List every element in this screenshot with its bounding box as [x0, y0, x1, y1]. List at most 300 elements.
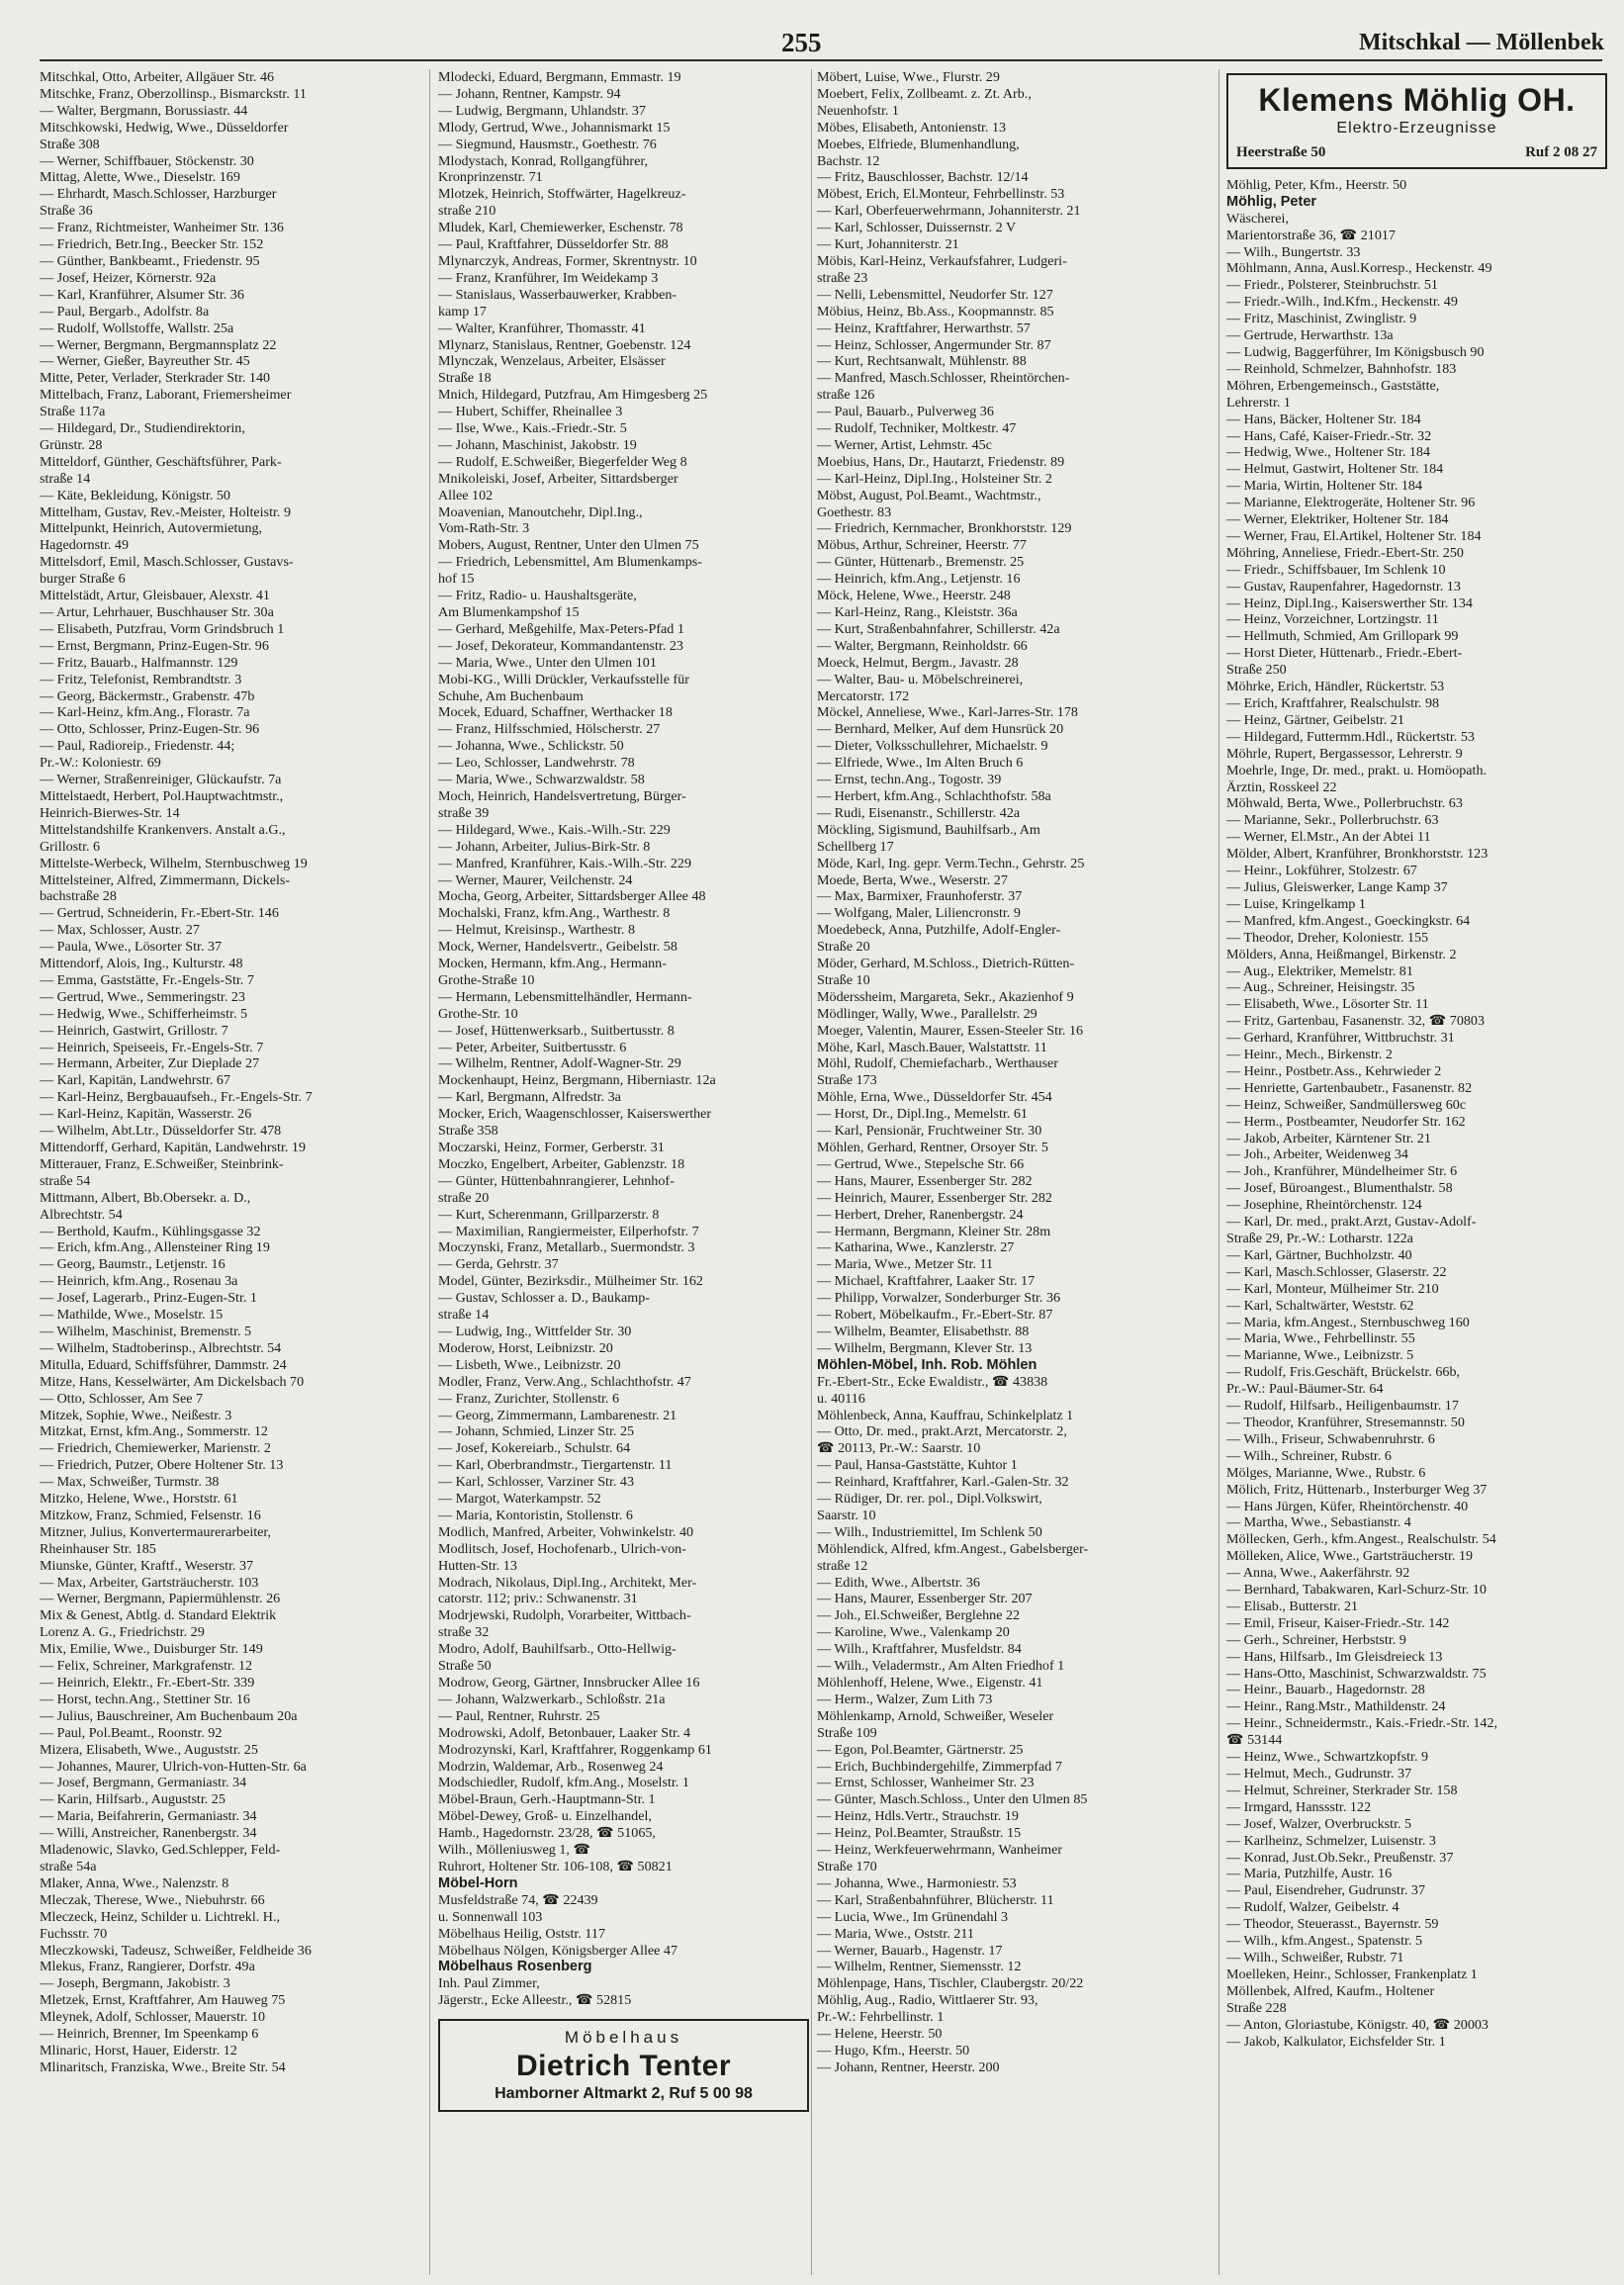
directory-entry: — Johann, Rentner, Kampstr. 94 [438, 85, 621, 102]
directory-entry: — Josef, Dekorateur, Kommandantenstr. 23 [438, 637, 683, 654]
directory-entry: Möhlenbeck, Anna, Kauffrau, Schinkelplatz 1 [817, 1407, 1074, 1423]
directory-entry: — Karl-Heinz, Dipl.Ing., Holsteiner Str. 2 [817, 470, 1052, 487]
directory-entry: Inh. Paul Zimmer, [438, 1975, 540, 1992]
directory-entry: — Werner, Bergmann, Bergmannsplatz 22 [40, 336, 277, 353]
directory-entry: — Wilh., Schreiner, Rubstr. 6 [1226, 1447, 1392, 1464]
directory-entry: — Horst, techn.Ang., Stettiner Str. 16 [40, 1691, 250, 1707]
directory-entry: Schuhe, Am Buchenbaum [438, 687, 584, 704]
directory-entry: Mochalski, Franz, kfm.Ang., Warthestr. 8 [438, 905, 671, 922]
directory-entry: — Paul, Hansa-Gaststätte, Kuhtor 1 [817, 1457, 1018, 1474]
directory-entry: — Friedrich, Putzer, Obere Holtener Str. 13 [40, 1457, 284, 1474]
directory-entry: Mittendorf, Alois, Ing., Kulturstr. 48 [40, 956, 243, 972]
directory-entry: — Heinr., Mech., Birkenstr. 2 [1226, 1047, 1393, 1063]
directory-entry: — Werner, Straßenreiniger, Glückaufstr. 7a [40, 772, 282, 788]
page-header [0, 0, 1624, 61]
directory-entry: — Heinz, Schweißer, Sandmüllersweg 60c [1226, 1096, 1467, 1113]
directory-entry: Rheinhauser Str. 185 [40, 1540, 156, 1557]
header-rule [40, 59, 1602, 61]
directory-entry: — Bernhard, Melker, Auf dem Hunsrück 20 [817, 721, 1064, 738]
directory-entry: Möhrle, Rupert, Bergassessor, Lehrerstr. 9 [1226, 745, 1463, 762]
directory-entry: — Mathilde, Wwe., Moselstr. 15 [40, 1307, 224, 1324]
directory-entry: Vom-Rath-Str. 3 [438, 520, 530, 537]
directory-entry: — Hans, Café, Kaiser-Friedr.-Str. 32 [1226, 427, 1432, 444]
directory-entry: — Manfred, Masch.Schlosser, Rheintörchen- [817, 370, 1070, 387]
directory-entry: Möhlen, Gerhard, Rentner, Orsoyer Str. 5 [817, 1140, 1048, 1155]
directory-entry: u. Sonnenwall 103 [438, 1908, 543, 1925]
directory-entry: — Karl, Kapitän, Landwehrstr. 67 [40, 1072, 230, 1089]
directory-entry: — Aug., Schreiner, Heisingstr. 35 [1226, 979, 1415, 996]
directory-entry: Modrow, Georg, Gärtner, Innsbrucker Allee 16 [438, 1675, 700, 1691]
directory-entry: Mleczeck, Heinz, Schilder u. Lichtrekl. H., [40, 1908, 281, 1925]
directory-entry: — Heinr., Rang.Mstr., Mathildenstr. 24 [1226, 1698, 1446, 1715]
directory-entry: — Heinrich, Elektr., Fr.-Ebert-Str. 339 [40, 1675, 255, 1691]
directory-entry: — Gertrud, Wwe., Semmeringstr. 23 [40, 988, 245, 1005]
directory-entry: — Heinz, Kraftfahrer, Herwarthstr. 57 [817, 320, 1031, 336]
directory-entry: Mitzek, Sophie, Wwe., Neißestr. 3 [40, 1407, 232, 1423]
directory-entry: Mitzner, Julius, Konvertermaurerarbeiter, [40, 1523, 272, 1540]
directory-entry: — Friedrich, Betr.Ing., Beecker Str. 152 [40, 236, 264, 253]
directory-entry: Modlich, Manfred, Arbeiter, Vohwinkelstr. 40 [438, 1523, 694, 1540]
directory-entry: — Max, Schlosser, Austr. 27 [40, 922, 200, 939]
directory-entry: — Franz, Hilfsschmied, Hölscherstr. 27 [438, 721, 661, 738]
directory-entry: — Gerhard, Kranführer, Wittbruchstr. 31 [1226, 1030, 1455, 1047]
column-4 [1226, 69, 1607, 2275]
directory-entry: Möhrke, Erich, Händler, Rückertstr. 53 [1226, 679, 1445, 695]
directory-entry: Mlodystach, Konrad, Rollgangführer, [438, 152, 648, 169]
directory-entry: — Aug., Elektriker, Memelstr. 81 [1226, 962, 1413, 979]
directory-entry: — Wilhelm, Bergmann, Klever Str. 13 [817, 1339, 1033, 1356]
directory-entry: Mobi-KG., Willi Drückler, Verkaufsstelle für [438, 671, 689, 687]
directory-entry: — Edith, Wwe., Albertstr. 36 [817, 1574, 980, 1591]
ad-tenter-kicker: Möbelhaus [564, 2028, 683, 2048]
directory-entry: Grünstr. 28 [40, 436, 103, 453]
directory-entry: Möderssheim, Margareta, Sekr., Akazienhof 9 [817, 988, 1074, 1005]
directory-entry: Mlody, Gertrud, Wwe., Johannismarkt 15 [438, 119, 671, 136]
directory-entry: — Günter, Masch.Schloss., Unter den Ulmen 85 [817, 1791, 1088, 1808]
directory-entry: — Leo, Schlosser, Landwehrstr. 78 [438, 755, 635, 772]
directory-entry: Möhren, Erbengemeinsch., Gaststätte, [1226, 377, 1440, 394]
ad-moehlig-contact [1236, 144, 1597, 161]
directory-entry: — Manfred, kfm.Angest., Goeckingkstr. 64 [1226, 912, 1471, 929]
directory-entry: Mix, Emilie, Wwe., Duisburger Str. 149 [40, 1641, 263, 1658]
directory-entry: Möhe, Karl, Masch.Bauer, Walstattstr. 11 [817, 1039, 1047, 1055]
directory-entry: — Joh., Kranführer, Mündelheimer Str. 6 [1226, 1163, 1458, 1180]
directory-entry: — Karl, Kranführer, Alsumer Str. 36 [40, 286, 244, 303]
directory-entry: Mitze, Hans, Kesselwärter, Am Dickelsbach 70 [40, 1373, 305, 1390]
directory-entry: — Gertrude, Herwarthstr. 13a [1226, 327, 1394, 344]
directory-entry: — Wilhelm, Rentner, Adolf-Wagner-Str. 29 [438, 1055, 681, 1072]
directory-entry: — Werner, Frau, El.Artikel, Holtener Str. 184 [1226, 527, 1482, 544]
directory-entry: — Rüdiger, Dr. rer. pol., Dipl.Volkswirt, [817, 1491, 1042, 1508]
directory-entry: — Heinrich, Speiseeis, Fr.-Engels-Str. 7 [40, 1039, 264, 1055]
directory-entry: — Heinr., Lokführer, Stolzestr. 67 [1226, 863, 1417, 879]
directory-entry: — Fritz, Bauarb., Halfmannstr. 129 [40, 654, 238, 671]
directory-entry: Mlotzek, Heinrich, Stoffwärter, Hagelkreuz- [438, 186, 686, 203]
directory-entry: — Gerda, Gehrstr. 37 [438, 1256, 559, 1273]
column-1 [40, 69, 420, 2275]
directory-entry: Kronprinzenstr. 71 [438, 169, 543, 186]
directory-entry: Goethestr. 83 [817, 503, 892, 520]
directory-entry: Moebert, Felix, Zollbeamt. z. Zt. Arb., [817, 85, 1032, 102]
directory-entry: Möhlmann, Anna, Ausl.Korresp., Heckenstr. 49 [1226, 260, 1492, 277]
directory-entry: — Lucia, Wwe., Im Grünendahl 3 [817, 1908, 1009, 1925]
directory-entry: Grillostr. 6 [40, 838, 101, 855]
directory-entry: Mitschkowski, Hedwig, Wwe., Düsseldorfer [40, 119, 289, 136]
directory-entry: — Wilhelm, Beamter, Elisabethstr. 88 [817, 1323, 1030, 1339]
directory-entry: — Hans, Bäcker, Holtener Str. 184 [1226, 411, 1421, 427]
directory-entry: kamp 17 [438, 303, 487, 320]
directory-entry: Straße 170 [817, 1858, 877, 1874]
directory-entry: — Elisab., Butterstr. 21 [1226, 1598, 1359, 1614]
directory-entry: — Hans, Maurer, Essenberger Str. 207 [817, 1591, 1033, 1607]
directory-entry: — Franz, Kranführer, Im Weidekamp 3 [438, 269, 659, 286]
directory-entry: Moede, Berta, Wwe., Weserstr. 27 [817, 871, 1008, 888]
directory-entry: Mittelpunkt, Heinrich, Autovermietung, [40, 520, 263, 537]
directory-entry: — Josef, Lagerarb., Prinz-Eugen-Str. 1 [40, 1290, 257, 1307]
directory-entry: Hagedornstr. 49 [40, 537, 130, 554]
directory-entry: — Julius, Bauschreiner, Am Buchenbaum 20a [40, 1707, 298, 1724]
advertisement-tenter [438, 2019, 809, 2112]
directory-entry: — Elisabeth, Putzfrau, Vorm Grindsbruch 1 [40, 620, 285, 637]
directory-entry: Modrzin, Waldemar, Arb., Rosenweg 24 [438, 1758, 664, 1775]
directory-entry: — Johanna, Wwe., Harmoniestr. 53 [817, 1874, 1017, 1891]
directory-entry: Bachstr. 12 [817, 152, 880, 169]
directory-entry: — Wilhelm, Stadtoberinsp., Albrechtstr. 54 [40, 1339, 282, 1356]
directory-entry: — Heinrich, kfm.Ang., Rosenau 3a [40, 1273, 238, 1290]
directory-entry: — Paul, Bauarb., Pulverweg 36 [817, 404, 994, 420]
directory-entry: — Nelli, Lebensmittel, Neudorfer Str. 127 [817, 286, 1053, 303]
directory-entry: Möde, Karl, Ing. gepr. Verm.Techn., Gehrstr. 25 [817, 855, 1085, 871]
directory-entry: — Johann, Maschinist, Jakobstr. 19 [438, 436, 637, 453]
directory-entry: — Gerhard, Meßgehilfe, Max-Peters-Pfad 1 [438, 620, 684, 637]
directory-entry: Marientorstraße 36, ☎ 21017 [1226, 227, 1396, 243]
directory-entry: Hutten-Str. 13 [438, 1557, 517, 1574]
directory-entry: Möllecken, Gerh., kfm.Angest., Realschulstr. 54 [1226, 1531, 1496, 1548]
directory-entry: Albrechtstr. 54 [40, 1206, 123, 1223]
directory-entry: — Paul, Bergarb., Adolfstr. 8a [40, 303, 210, 320]
directory-entry: — Johann, Schmied, Linzer Str. 25 [438, 1423, 635, 1440]
directory-entry: Straße 29, Pr.-W.: Lotharstr. 122a [1226, 1231, 1413, 1246]
directory-entry: Straße 109 [817, 1724, 877, 1741]
directory-entry: — Werner, Maurer, Veilchenstr. 24 [438, 871, 633, 888]
directory-entry: Mittelste-Werbeck, Wilhelm, Sternbuschweg 19 [40, 855, 308, 871]
directory-entry: Jägerstr., Ecke Alleestr., ☎ 52815 [438, 1992, 632, 2009]
directory-entry: — Ernst, techn.Ang., Togostr. 39 [817, 772, 1002, 788]
directory-entry: Mittelstädt, Artur, Gleisbauer, Alexstr. 41 [40, 588, 270, 604]
directory-entry: — Rudi, Eisenanstr., Schillerstr. 42a [817, 804, 1021, 821]
directory-entry: Möck, Helene, Wwe., Heerstr. 248 [817, 588, 1011, 604]
directory-entry: catorstr. 112; priv.: Schwanenstr. 31 [438, 1591, 638, 1607]
directory-entry: — Wilh., Friseur, Schwabenruhrstr. 6 [1226, 1430, 1435, 1447]
directory-entry: — Johanna, Wwe., Schlickstr. 50 [438, 738, 624, 755]
directory-entry: — Günter, Hüttenarb., Bremenstr. 25 [817, 554, 1025, 571]
directory-entry: Möhwald, Berta, Wwe., Pollerbruchstr. 63 [1226, 795, 1463, 812]
directory-entry: — Fritz, Telefonist, Rembrandtstr. 3 [40, 671, 242, 687]
directory-entry: — Hugo, Kfm., Heerstr. 50 [817, 2042, 970, 2058]
directory-entry: — Emma, Gaststätte, Fr.-Engels-Str. 7 [40, 971, 254, 988]
directory-entry: Mlodecki, Eduard, Bergmann, Emmastr. 19 [438, 69, 681, 85]
directory-entry: Straße 308 [40, 136, 100, 152]
directory-entry: Lehrerstr. 1 [1226, 394, 1291, 411]
directory-entry: — Herbert, kfm.Ang., Schlachthofstr. 58a [817, 787, 1051, 804]
directory-entry: Musfeldstraße 74, ☎ 22439 [438, 1891, 598, 1908]
column-2 [438, 69, 809, 2275]
directory-entry: Möhlenkamp, Arnold, Schweißer, Weseler [817, 1707, 1054, 1724]
directory-entry: — Josef, Kokereiarb., Schulstr. 64 [438, 1440, 631, 1457]
ad-moehlig-phone: Ruf 2 08 27 [1525, 144, 1597, 160]
directory-entry: — Karl, Schlosser, Varziner Str. 43 [438, 1474, 635, 1491]
directory-entry: Modro, Adolf, Bauhilfsarb., Otto-Hellwig- [438, 1641, 677, 1658]
directory-entry: — Werner, Schiffbauer, Stöckenstr. 30 [40, 152, 254, 169]
directory-entry: Straße 18 [438, 370, 492, 387]
directory-entry: Möbius, Heinz, Bb.Ass., Koopmannstr. 85 [817, 303, 1054, 320]
directory-entry: Saarstr. 10 [817, 1507, 876, 1523]
directory-entry: — Hermann, Bergmann, Kleiner Str. 28m [817, 1223, 1051, 1239]
directory-entry: — Josephine, Rheintörchenstr. 124 [1226, 1197, 1422, 1214]
directory-entry: burger Straße 6 [40, 571, 126, 588]
directory-entry: Moehrle, Inge, Dr. med., prakt. u. Homöopath. [1226, 762, 1488, 778]
ad-moehlig-address: Heerstraße 50 [1236, 144, 1326, 160]
directory-entry: — Werner, Elektriker, Holtener Str. 184 [1226, 511, 1449, 528]
directory-entry: Möhlig, Aug., Radio, Wittlaerer Str. 93, [817, 1992, 1038, 2009]
directory-entry: — Hans, Hilfsarb., Im Gleisdreieck 13 [1226, 1648, 1443, 1665]
directory-entry: — Marianne, Sekr., Pollerbruchstr. 63 [1226, 812, 1439, 829]
directory-entry: — Rudolf, Hilfsarb., Heiligenbaumstr. 17 [1226, 1398, 1459, 1415]
directory-entry: Möbel-Braun, Gerh.-Hauptmann-Str. 1 [438, 1791, 656, 1808]
directory-entry: — Bernhard, Tabakwaren, Karl-Schurz-Str. 10 [1226, 1582, 1487, 1599]
directory-entry: Lorenz A. G., Friedrichstr. 29 [40, 1624, 205, 1641]
directory-entry: — Rudolf, Walzer, Geibelstr. 4 [1226, 1899, 1399, 1916]
directory-entry: — Walter, Bergmann, Borussiastr. 44 [40, 102, 248, 119]
directory-entry: Moczarski, Heinz, Former, Gerberstr. 31 [438, 1140, 665, 1155]
directory-entry: — Karin, Hilfsarb., Auguststr. 25 [40, 1791, 226, 1808]
directory-entry: — Karl, Monteur, Mülheimer Str. 210 [1226, 1280, 1439, 1297]
directory-entry: Mittelstandshilfe Krankenvers. Anstalt a.G., [40, 821, 286, 838]
directory-entry: — Karlheinz, Schmelzer, Luisenstr. 3 [1226, 1832, 1436, 1849]
directory-entry: — Felix, Schreiner, Markgrafenstr. 12 [40, 1658, 253, 1675]
directory-entry: Am Blumenkampshof 15 [438, 604, 580, 620]
directory-entry: — Dieter, Volksschullehrer, Michaelstr. 9 [817, 738, 1048, 755]
directory-entry: — Werner, Gießer, Bayreuther Str. 45 [40, 353, 250, 370]
directory-entry: — Theodor, Kranführer, Stresemannstr. 50 [1226, 1414, 1465, 1430]
directory-entry: Mludek, Karl, Chemiewerker, Eschenstr. 78 [438, 220, 683, 236]
directory-entry: — Hildegard, Futtermm.Hdl., Rückertstr. 53 [1226, 728, 1475, 745]
directory-entry: — Max, Barmixer, Fraunhoferstr. 37 [817, 888, 1023, 905]
directory-entry: — Karl, Pensionär, Fruchtweiner Str. 30 [817, 1123, 1042, 1140]
directory-entry: — Karl-Heinz, Kapitän, Wasserstr. 26 [40, 1106, 252, 1123]
directory-entry: Mitte, Peter, Verlader, Sterkrader Str. 140 [40, 370, 271, 387]
directory-entry: Möckling, Sigismund, Bauhilfsarb., Am [817, 821, 1040, 838]
directory-entry: Möbis, Karl-Heinz, Verkaufsfahrer, Ludgeri- [817, 252, 1067, 269]
directory-entry: Model, Günter, Bezirksdir., Mülheimer Str. 162 [438, 1273, 703, 1290]
directory-entry: straße 39 [438, 804, 490, 821]
directory-entry: — Herm., Postbeamter, Neudorfer Str. 162 [1226, 1113, 1466, 1130]
directory-entry: Mlaker, Anna, Wwe., Nalenzstr. 8 [40, 1874, 229, 1891]
directory-entry: — Johann, Walzwerkarb., Schloßstr. 21a [438, 1691, 666, 1707]
directory-entry: — Reinhold, Schmelzer, Bahnhofstr. 183 [1226, 360, 1457, 377]
directory-entry: — Joseph, Bergmann, Jakobistr. 3 [40, 1975, 230, 1992]
directory-entry: Möhlenhoff, Helene, Wwe., Eigenstr. 41 [817, 1675, 1043, 1691]
directory-entry: Mitteldorf, Günther, Geschäftsführer, Park- [40, 453, 282, 470]
directory-entry: — Josef, Bergmann, Germaniastr. 34 [40, 1775, 247, 1791]
directory-entry: Möhl, Rudolf, Chemiefacharb., Werthauser [817, 1055, 1059, 1072]
directory-entry: Möbst, August, Pol.Beamt., Wachtmstr., [817, 487, 1041, 503]
directory-entry: — Kurt, Johanniterstr. 21 [817, 236, 959, 253]
directory-entry: — Maria, Beifahrerin, Germaniastr. 34 [40, 1808, 257, 1825]
directory-entry: — Wilh., Schweißer, Rubstr. 71 [1226, 1949, 1404, 1965]
directory-entry: — Josef, Walzer, Overbruckstr. 5 [1226, 1815, 1412, 1832]
directory-entry: — Ernst, Schlosser, Wanheimer Str. 23 [817, 1775, 1035, 1791]
directory-entry: Mleczkowski, Tadeusz, Schweißer, Feldheide 36 [40, 1942, 312, 1959]
directory-entry: — Maria, Wwe., Oststr. 211 [817, 1925, 974, 1942]
directory-entry: — Helmut, Kreisinsp., Warthestr. 8 [438, 922, 636, 939]
directory-entry: Mock, Werner, Handelsvertr., Geibelstr. 58 [438, 939, 677, 956]
directory-entry: — Joh., Arbeiter, Weidenweg 34 [1226, 1146, 1408, 1163]
directory-entry: — Gustav, Schlosser a. D., Baukamp- [438, 1290, 650, 1307]
directory-entry: Möhle, Erna, Wwe., Düsseldorfer Str. 454 [817, 1089, 1052, 1106]
directory-entry: — Marianne, Wwe., Leibnizstr. 5 [1226, 1347, 1414, 1364]
directory-entry: — Heinz, Werkfeuerwehrmann, Wanheimer [817, 1842, 1063, 1859]
directory-entry: Grothe-Str. 10 [438, 1005, 518, 1022]
directory-entry: Straße 117a [40, 404, 106, 420]
directory-entry: Ärztin, Rosskeel 22 [1226, 778, 1337, 795]
directory-entry: — Gustav, Raupenfahrer, Hagedornstr. 13 [1226, 578, 1461, 594]
directory-entry: — Wilhelm, Abt.Ltr., Düsseldorfer Str. 478 [40, 1123, 282, 1140]
directory-entry: Mercatorstr. 172 [817, 687, 910, 704]
directory-entry: Möbelhaus Heilig, Oststr. 117 [438, 1925, 605, 1942]
directory-entry: Pr.-W.: Paul-Bäumer-Str. 64 [1226, 1381, 1384, 1398]
directory-entry: Mitschkal, Otto, Arbeiter, Allgäuer Str. 46 [40, 69, 275, 85]
directory-entry: Mlynarz, Stanislaus, Rentner, Goebenstr. 124 [438, 336, 691, 353]
directory-entry: Mödlinger, Wally, Wwe., Parallelstr. 29 [817, 1005, 1038, 1022]
directory-entry: Mittag, Alette, Wwe., Dieselstr. 169 [40, 169, 240, 186]
directory-entry: — Karl-Heinz, Bergbauaufseh., Fr.-Engels-Str. 7 [40, 1089, 313, 1106]
directory-entry: — Karl, Straßenbahnführer, Blücherstr. 11 [817, 1891, 1054, 1908]
directory-entry: — Heinrich, Brenner, Im Speenkamp 6 [40, 2026, 259, 2043]
directory-entry: Mittendorff, Gerhard, Kapitän, Landwehrstr. 19 [40, 1140, 307, 1155]
directory-entry: Mocken, Hermann, kfm.Ang., Hermann- [438, 956, 667, 972]
directory-entry: — Hubert, Schiffer, Rheinallee 3 [438, 404, 623, 420]
directory-entry: Mlynarczyk, Andreas, Former, Skrentnystr. 10 [438, 252, 697, 269]
directory-entry: — Egon, Pol.Beamter, Gärtnerstr. 25 [817, 1741, 1024, 1758]
directory-entry: — Walter, Bergmann, Reinholdstr. 66 [817, 637, 1028, 654]
directory-entry: — Franz, Zurichter, Stollenstr. 6 [438, 1390, 620, 1407]
directory-entry: — Kurt, Straßenbahnfahrer, Schillerstr. 42a [817, 620, 1060, 637]
directory-entry: Möhlendick, Alfred, kfm.Angest., Gabelsberger- [817, 1540, 1089, 1557]
directory-entry: Möbes, Elisabeth, Antonienstr. 13 [817, 119, 1007, 136]
directory-entry: Miunske, Günter, Kraftf., Weserstr. 37 [40, 1557, 254, 1574]
directory-entry: — Maria, Kontoristin, Stollenstr. 6 [438, 1507, 633, 1523]
directory-entry: — Erich, Buchbindergehilfe, Zimmerpfad 7 [817, 1758, 1062, 1775]
directory-entry: — Wolfgang, Maler, Liliencronstr. 9 [817, 905, 1021, 922]
directory-entry: Möhlenpage, Hans, Tischler, Claubergstr. 20/22 [817, 1975, 1084, 1992]
directory-entry: — Otto, Schlosser, Am See 7 [40, 1390, 204, 1407]
directory-entry: — Willi, Anstreicher, Ranenbergstr. 34 [40, 1825, 257, 1842]
directory-entry: — Friedr.-Wilh., Ind.Kfm., Heckenstr. 49 [1226, 294, 1458, 311]
column-4-entries [1226, 177, 1607, 2051]
directory-entry: Mobers, August, Rentner, Unter den Ulmen 75 [438, 537, 699, 554]
directory-entry: straße 14 [438, 1307, 490, 1324]
directory-entry: — Julius, Gleiswerker, Lange Kamp 37 [1226, 878, 1448, 895]
directory-entry: — Maria, Wirtin, Holtener Str. 184 [1226, 478, 1423, 495]
directory-entry: Moeger, Valentin, Maurer, Essen-Steeler Str. 16 [817, 1022, 1084, 1039]
directory-entry: — Günther, Bankbeamt., Friedenstr. 95 [40, 252, 260, 269]
directory-entry: — Henriette, Gartenbaubetr., Fasanenstr. 82 [1226, 1079, 1473, 1096]
directory-entry: straße 12 [817, 1557, 868, 1574]
directory-entry: Straße 36 [40, 203, 93, 220]
directory-entry: Möbert, Luise, Wwe., Flurstr. 29 [817, 69, 1000, 85]
directory-entry: — Karoline, Wwe., Valenkamp 20 [817, 1624, 1010, 1641]
directory-entry: — Maria, Wwe., Schwarzwaldstr. 58 [438, 772, 645, 788]
directory-entry: — Wilh., Industriemittel, Im Schlenk 50 [817, 1523, 1042, 1540]
directory-entry: — Heinr., Postbetr.Ass., Kehrwieder 2 [1226, 1062, 1442, 1079]
directory-entry: — Hedwig, Wwe., Holtener Str. 184 [1226, 444, 1431, 461]
column-3 [817, 69, 1213, 2275]
directory-entry: — Hildegard, Dr., Studiendirektorin, [40, 420, 245, 437]
directory-entry: — Hans-Otto, Maschinist, Schwarzwaldstr. 75 [1226, 1665, 1487, 1682]
directory-entry: — Paul, Kraftfahrer, Düsseldorfer Str. 88 [438, 236, 669, 253]
directory-entry: — Ludwig, Ing., Wittfelder Str. 30 [438, 1323, 632, 1339]
directory-entry: Mölich, Fritz, Hüttenarb., Insterburger Weg 37 [1226, 1481, 1488, 1498]
directory-entry: Heinrich-Bierwes-Str. 14 [40, 804, 180, 821]
directory-entry: — Georg, Bäckermstr., Grabenstr. 47b [40, 687, 255, 704]
directory-entry: Möbel-Horn [438, 1874, 518, 1891]
directory-entry: — Karl, Dr. med., prakt.Arzt, Gustav-Adolf- [1226, 1214, 1477, 1231]
directory-entry: — Ludwig, Baggerführer, Im Königsbusch 90 [1226, 343, 1485, 360]
directory-entry: — Wilhelm, Rentner, Siemensstr. 12 [817, 1959, 1022, 1975]
directory-entry: — Wilh., Bungertstr. 33 [1226, 243, 1361, 260]
directory-entry: — Horst Dieter, Hüttenarb., Friedr.-Ebert- [1226, 645, 1463, 662]
directory-entry: — Erich, Kraftfahrer, Realschulstr. 98 [1226, 695, 1440, 711]
directory-entry: Mitterauer, Franz, E.Schweißer, Steinbrink- [40, 1155, 284, 1172]
directory-entry: Schellberg 17 [817, 838, 894, 855]
directory-entry: — Fritz, Bauschlosser, Bachstr. 12/14 [817, 169, 1029, 186]
directory-entry: — Heinz, Schlosser, Angermunder Str. 87 [817, 336, 1051, 353]
directory-entry: straße 20 [438, 1189, 490, 1206]
column-divider [429, 69, 430, 2275]
directory-entry: Möllenbek, Alfred, Kaufm., Holtener [1226, 1982, 1435, 1999]
directory-entry: — Walter, Bau- u. Möbelschreinerei, [817, 671, 1024, 687]
ad-moehlig-subtitle: Elektro-Erzeugnisse [1336, 120, 1497, 137]
ad-tenter-title: Dietrich Tenter [516, 2050, 731, 2083]
directory-entry: — Philipp, Vorwalzer, Sonderburger Str. 36 [817, 1290, 1061, 1307]
directory-entry: Hamb., Hagedornstr. 23/28, ☎ 51065, [438, 1825, 656, 1842]
directory-entry: Mlekus, Franz, Rangierer, Dorfstr. 49a [40, 1959, 255, 1975]
directory-entry: Straße 250 [1226, 662, 1287, 679]
directory-entry: — Paul, Eisendreher, Gudrunstr. 37 [1226, 1882, 1426, 1899]
directory-entry: hof 15 [438, 571, 475, 588]
page-number: 255 [781, 28, 822, 57]
directory-entry: — Ernst, Bergmann, Prinz-Eugen-Str. 96 [40, 637, 269, 654]
directory-entry: — Wilhelm, Maschinist, Bremenstr. 5 [40, 1323, 252, 1339]
directory-entry: — Elfriede, Wwe., Im Alten Bruch 6 [817, 755, 1024, 772]
directory-entry: Möckel, Anneliese, Wwe., Karl-Jarres-Str. 178 [817, 704, 1078, 721]
directory-entry: Mitzko, Helene, Wwe., Horststr. 61 [40, 1491, 238, 1508]
directory-entry: — Karl, Gärtner, Buchholzstr. 40 [1226, 1246, 1412, 1263]
directory-entry: Möbelhaus Rosenberg [438, 1959, 592, 1975]
directory-entry: — Heinrich, kfm.Ang., Letjenstr. 16 [817, 571, 1021, 588]
directory-entry: Modrowski, Adolf, Betonbauer, Laaker Str. 4 [438, 1724, 691, 1741]
directory-entry: — Peter, Arbeiter, Suitbertusstr. 6 [438, 1039, 627, 1055]
directory-entry: — Gertrud, Wwe., Stepelsche Str. 66 [817, 1155, 1025, 1172]
directory-entry: — Hellmuth, Schmied, Am Grillopark 99 [1226, 628, 1459, 645]
directory-entry: — Karl-Heinz, kfm.Ang., Florastr. 7a [40, 704, 250, 721]
directory-entry: Modschiedler, Rudolf, kfm.Ang., Moselstr. 1 [438, 1775, 689, 1791]
directory-entry: — Gerh., Schreiner, Herbststr. 9 [1226, 1631, 1406, 1648]
column-2-entries [438, 69, 809, 2009]
directory-entry: Modrjewski, Rudolph, Vorarbeiter, Wittbach- [438, 1607, 691, 1624]
directory-entry: Mocker, Erich, Waagenschlosser, Kaiserswerther [438, 1106, 712, 1123]
